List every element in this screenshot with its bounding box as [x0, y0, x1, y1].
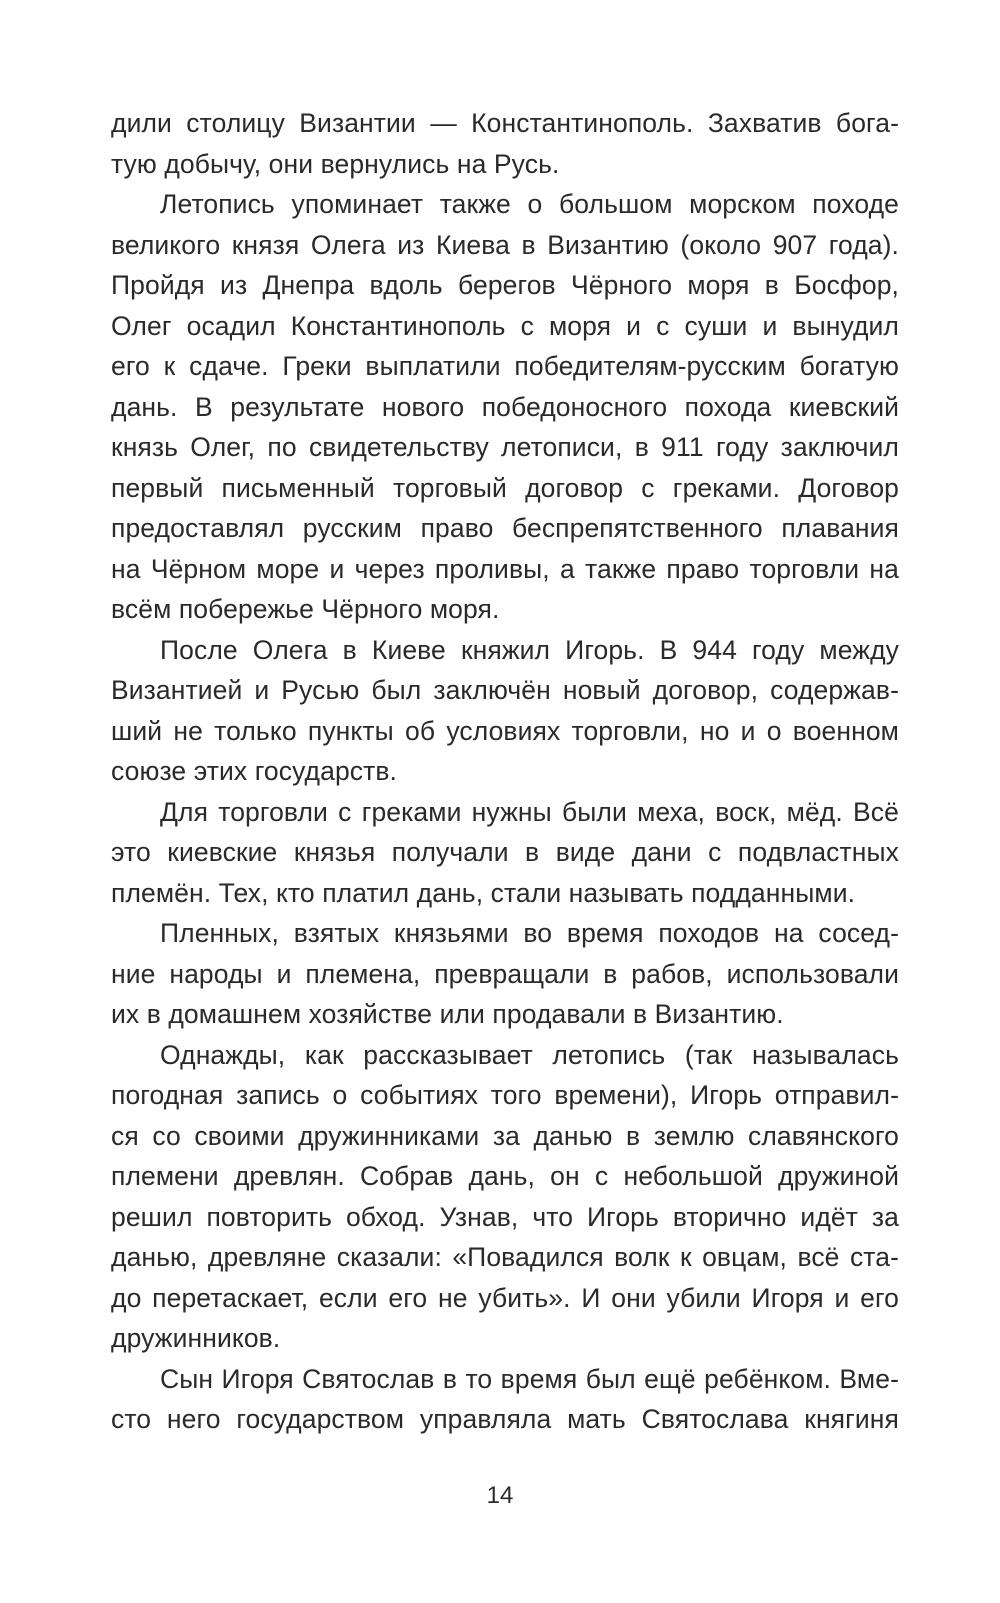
text-line: Олег осадил Константинополь с моря и с суши и вынудил — [111, 310, 899, 341]
text-line: первый письменный торговый договор с греками. Договор — [111, 472, 899, 503]
text-line: дружинников. — [111, 1323, 281, 1353]
text-line: дили столицу Византии — Константинополь. Захватив бога- — [111, 108, 899, 138]
text-line: великого князя Олега из Киева в Византию (около 907 года). — [111, 229, 899, 260]
text-line: до перетаскает, если его не убить». И они убили Игоря и его — [111, 1282, 899, 1313]
text-line: предоставлял русским право беспрепятственного плавания — [111, 513, 899, 543]
text-line: Византией и Русью был заключён новый договор, содержав- — [111, 675, 899, 705]
text-line: ся со своими дружинниками за данью в землю славянского — [111, 1120, 899, 1151]
text-line: тую добычу, они вернулись на Русь. — [111, 148, 560, 179]
text-line: Пленных, взятых князьями во время походов на сосед- — [160, 918, 899, 948]
text-line: погодная запись о событиях того времени), Игорь отправил- — [111, 1080, 899, 1110]
text-line: всём побережье Чёрного моря. — [111, 594, 500, 624]
text-line: Летопись упоминает также о большом морском походе — [160, 189, 899, 219]
text-line: Сын Игоря Святослав в то время был ещё ребёнком. Вме- — [160, 1363, 899, 1394]
text-line: данью, древляне сказали: «Повадился волк к овцам, всё ста- — [111, 1242, 899, 1272]
text-line: на Чёрном море и через проливы, а также право торговли на — [111, 553, 899, 584]
page-number: 14 — [486, 1482, 514, 1509]
body-text — [111, 103, 899, 1440]
text-line: это киевские князья получали в виде дани с подвластных — [111, 837, 899, 867]
text-line: После Олега в Киеве княжил Игорь. В 944 году между — [160, 634, 899, 665]
text-line: Для торговли с греками нужны были меха, воск, мёд. Всё — [160, 796, 899, 827]
text-line: Пройдя из Днепра вдоль берегов Чёрного моря в Босфор, — [111, 270, 899, 300]
text-line: Однажды, как рассказывает летопись (так называлась — [160, 1039, 899, 1070]
text-line: решил повторить обход. Узнав, что Игорь вторично идёт за — [111, 1201, 899, 1232]
text-line: сто него государством управляла мать Святослава княгиня — [111, 1404, 899, 1434]
text-line: дань. В результате нового победоносного похода киевский — [111, 391, 899, 422]
text-line: племени древлян. Собрав дань, он с небольшой дружиной — [111, 1161, 899, 1191]
text-line: союзе этих государств. — [111, 756, 398, 786]
text-line: ший не только пункты об условиях торговли, но и о военном — [111, 715, 899, 746]
text-line: ние народы и племена, превращали в рабов, использовали — [111, 958, 899, 989]
text-line: его к сдаче. Греки выплатили победителям-русским богатую — [111, 351, 899, 381]
text-line: племён. Тех, кто платил дань, стали называть подданными. — [111, 877, 856, 908]
text-line: их в домашнем хозяйстве или продавали в Византию. — [111, 999, 784, 1029]
text-line: князь Олег, по свидетельству летописи, в 911 году заключил — [111, 432, 899, 462]
